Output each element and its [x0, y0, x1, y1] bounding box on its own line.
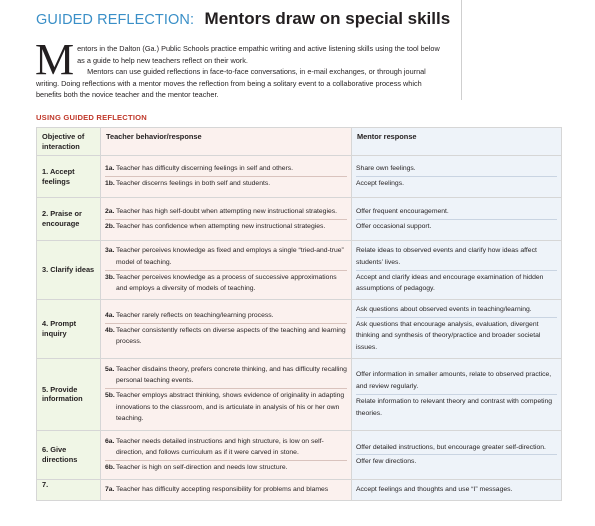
mentor-cell [352, 241, 562, 300]
section-label: USING GUIDED REFLECTION [36, 113, 147, 122]
behavior-item [105, 270, 347, 295]
behavior-text: Teacher has confidence when attempting new instructional strategies. [116, 222, 326, 230]
behavior-item [105, 219, 347, 233]
behavior-item [105, 323, 347, 348]
objective-cell: 6. Give directions [37, 430, 101, 479]
mentor-item: Accept feelings and thoughts and use “I” messages. [356, 485, 513, 493]
behavior-item [105, 484, 347, 496]
behavior-code: 6a. [105, 437, 115, 445]
drop-cap: M [35, 35, 75, 84]
behavior-code: 1b. [105, 180, 115, 187]
reflection-table [36, 127, 562, 501]
mentor-item: Offer information in smaller amounts, relate to observed practice, and review regularly. [356, 371, 552, 391]
behavior-text: Teacher employs abstract thinking, shows evidence of originality in adapting innovations to the classroom, and is articulate in analysis of his or her own teaching. [116, 391, 345, 423]
behavior-item [105, 310, 347, 322]
behavior-code: 2a. [105, 207, 115, 215]
behavior-cell [101, 479, 352, 500]
behavior-code: 3a. [105, 247, 115, 255]
behavior-code: 4b. [105, 326, 115, 334]
table-body [37, 156, 562, 501]
title-kicker: GUIDED REFLECTION: [36, 12, 195, 28]
behavior-item [105, 163, 347, 175]
behavior-code: 1a. [105, 165, 115, 173]
objective-cell: 2. Praise or encourage [37, 198, 101, 241]
table-row [37, 241, 562, 300]
objective-cell: 3. Clarify ideas [37, 241, 101, 300]
behavior-item [105, 460, 347, 474]
mentor-cell [352, 358, 562, 430]
objective-cell: 5. Provide information [37, 358, 101, 430]
article-title [36, 9, 450, 29]
intro-text [35, 35, 448, 101]
header-objective: Objective of interaction [37, 128, 101, 156]
behavior-text: Teacher discerns feelings in both self and students. [116, 180, 271, 187]
behavior-cell [101, 300, 352, 359]
mentor-item: Offer frequent encouragement. [356, 207, 449, 215]
mentor-item: Ask questions that encourage analysis, evaluation, divergent thinking and synthesis of theory/practice and broader societal issues. [356, 317, 557, 354]
behavior-item [105, 176, 347, 190]
behavior-cell [101, 241, 352, 300]
title-headline: Mentors draw on special skills [204, 9, 451, 28]
behavior-text: Teacher is high on self-direction and needs low structure. [116, 464, 288, 472]
mentor-item: Relate information to relevant theory and contrast with competing theories. [356, 394, 557, 419]
mentor-item: Offer detailed instructions, but encourage greater self-direction. [356, 443, 546, 451]
behavior-item [105, 206, 347, 218]
mentor-cell [352, 198, 562, 241]
mentor-item: Accept and clarify ideas and encourage examination of hidden assumptions of pedagogy. [356, 270, 557, 295]
behavior-cell [101, 430, 352, 479]
behavior-text: Teacher has difficulty discerning feelings in self and others. [116, 165, 294, 173]
behavior-cell [101, 198, 352, 241]
behavior-text: Teacher perceives knowledge as fixed and employs a single “tried-and-true” model of teaching. [116, 247, 344, 266]
behavior-code: 7a. [105, 485, 115, 493]
objective-cell: 7. [37, 479, 101, 500]
behavior-code: 5a. [105, 365, 115, 373]
behavior-cell [101, 156, 352, 198]
table-row [37, 479, 562, 500]
objective-cell: 1. Accept feelings [37, 156, 101, 198]
behavior-item [105, 388, 347, 425]
mentor-item: Offer few directions. [356, 454, 557, 468]
behavior-text: Teacher has difficulty accepting responsibility for problems and blames [116, 485, 329, 493]
mentor-item: Relate ideas to observed events and clarify how ideas affect students’ lives. [356, 247, 537, 266]
mentor-cell [352, 156, 562, 198]
objective-cell: 4. Prompt inquiry [37, 300, 101, 359]
intro-paragraph-1: entors in the Dalton (Ga.) Public Schools practice empathic writing and active listening skills using the tool below as a guide to help new teachers reflect on their work. [77, 44, 440, 65]
table-row [37, 430, 562, 479]
mentor-item: Accept feelings. [356, 176, 557, 190]
behavior-code: 4a. [105, 311, 115, 319]
behavior-text: Teacher disdains theory, prefers concrete thinking, and has difficulty recalling personal teaching events. [116, 365, 347, 385]
behavior-code: 5b. [105, 391, 115, 399]
behavior-text: Teacher needs detailed instructions and high structure, is low on self-direction, and follows curriculum as if it were carved in stone. [116, 437, 324, 457]
mentor-item: Ask questions about observed events in teaching/learning. [356, 306, 532, 313]
intro-paragraph-2: Mentors can use guided reflections in face-to-face conversations, in e-mail exchanges, or through journal writing. Doing reflections with a mentor moves the reflection from being a solitary event to a collaborative process which benefits both the novice teacher and the mentor teacher. [36, 67, 426, 100]
table-header-row [37, 128, 562, 156]
behavior-text: Teacher perceives knowledge as a process of successive approximations and employs a diversity of models of teaching. [116, 273, 337, 293]
table-row [37, 198, 562, 241]
behavior-code: 2b. [105, 222, 115, 230]
behavior-item [105, 245, 347, 268]
mentor-item: Offer occasional support. [356, 219, 557, 233]
behavior-item [105, 436, 347, 459]
header-behavior: Teacher behavior/response [101, 128, 352, 156]
column-divider [461, 0, 462, 100]
table-row [37, 300, 562, 359]
header-mentor: Mentor response [352, 128, 562, 156]
mentor-cell [352, 479, 562, 500]
mentor-cell [352, 300, 562, 359]
table-row [37, 156, 562, 198]
behavior-code: 6b. [105, 464, 115, 472]
behavior-code: 3b. [105, 273, 115, 281]
mentor-cell [352, 430, 562, 479]
behavior-item [105, 364, 347, 387]
behavior-text: Teacher consistently reflects on diverse aspects of the teaching and learning process. [116, 326, 346, 346]
behavior-text: Teacher has high self-doubt when attempting new instructional strategies. [116, 207, 338, 215]
table-row [37, 358, 562, 430]
behavior-text: Teacher rarely reflects on teaching/learning process. [116, 311, 274, 319]
behavior-cell [101, 358, 352, 430]
mentor-item: Share own feelings. [356, 165, 416, 173]
